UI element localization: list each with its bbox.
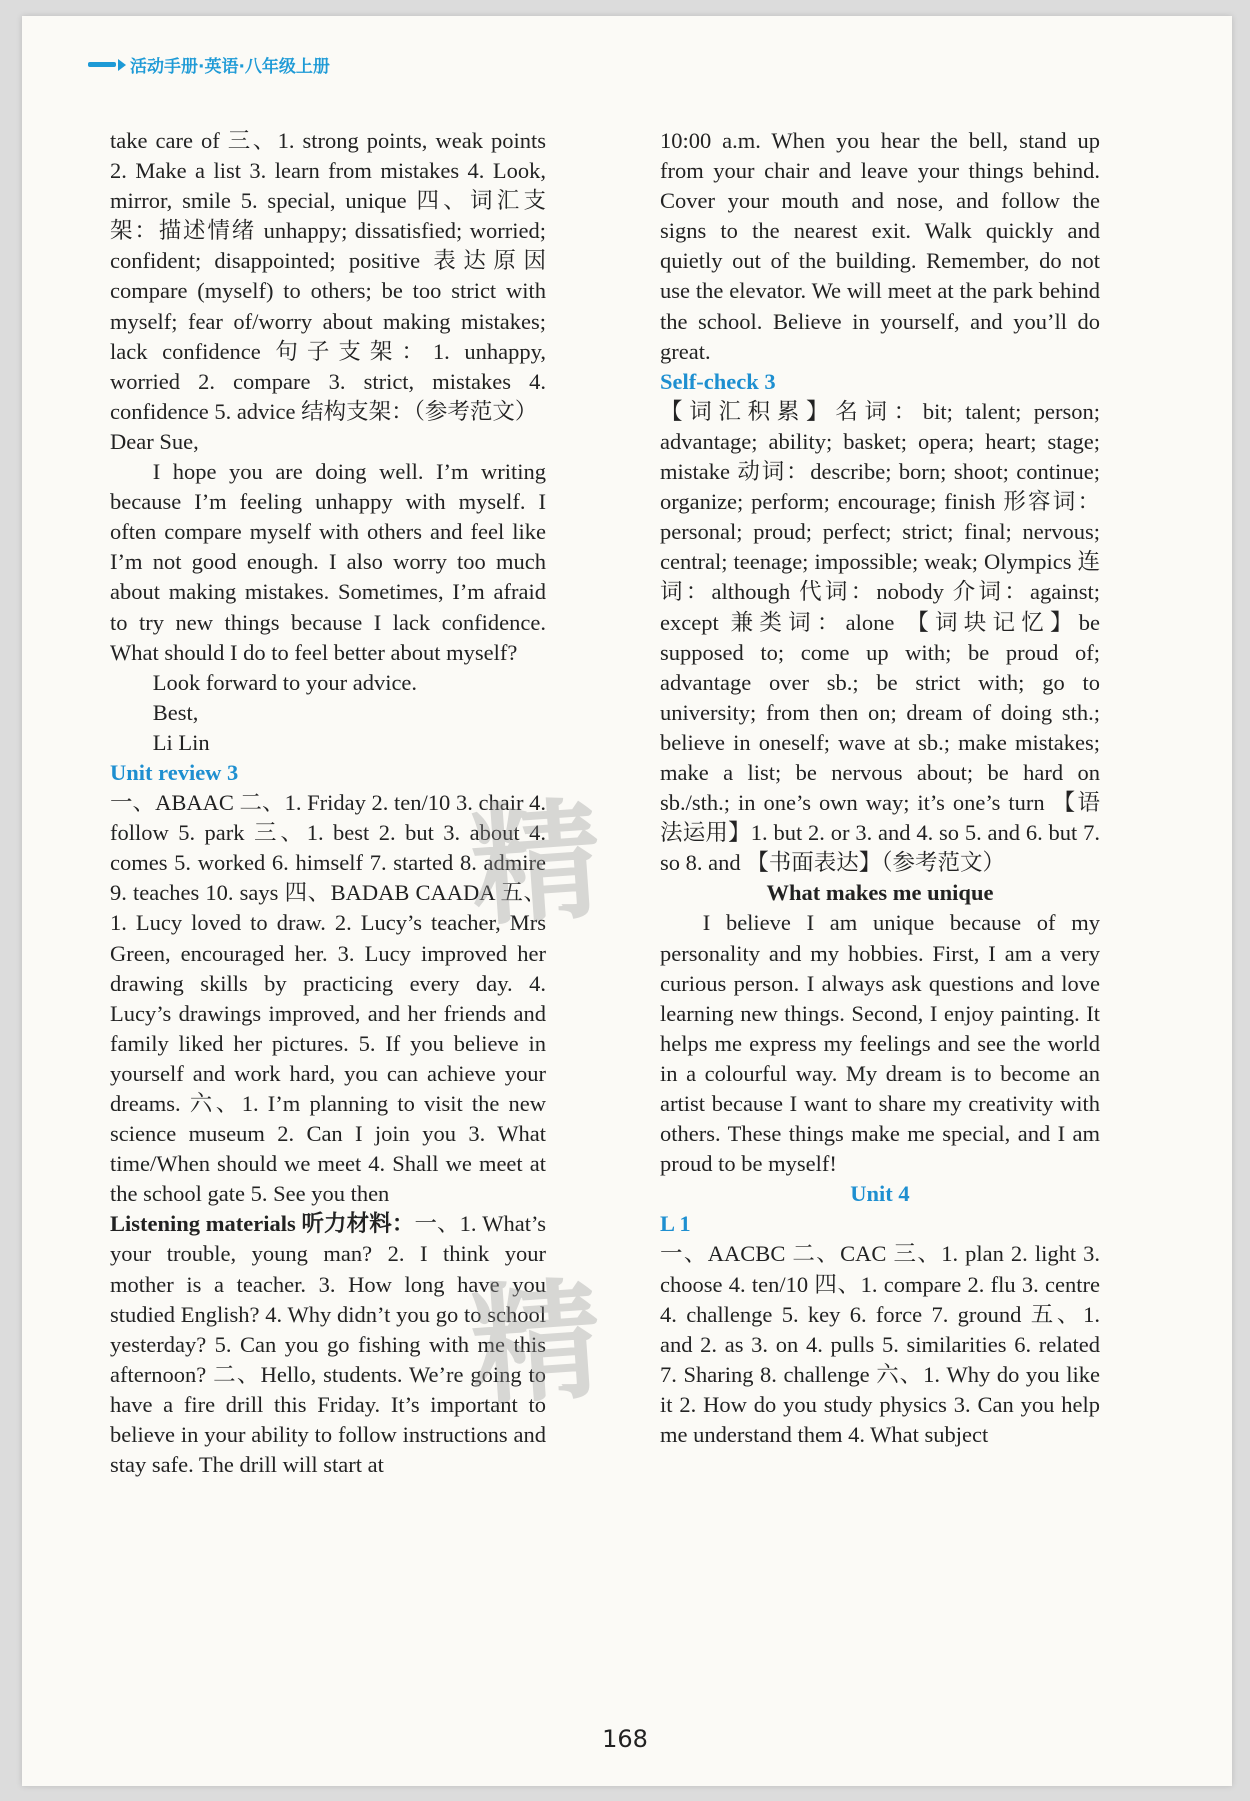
answer-paragraph: 一、ABAAC 二、1. Friday 2. ten/10 3. chair 4. follow 5. park 三、1. best 2. but 3. about 4. comes 5. worked 6. himself 7. started 8. admire 9. teaches 10. says 四、BADAB CAADA 五、1. Lucy loved to draw. 2. Lucy’s teacher, Mrs Green, encouraged her. 3. Lucy improved her drawing skills by practicing every day. 4. Lucy’s drawings improved, and her friends and family liked her pictures. 5. If you believe in yourself and work hard, you can achieve your dreams. 六、1. I’m planning to visit the new science museum 2. Can I join you 3. What time/When should we meet 4. Shall we meet at the school gate 5. See you then — [110, 790, 546, 1207]
section-heading: Unit review 3 — [110, 759, 239, 785]
section-heading: L 1 — [660, 1211, 691, 1237]
unit-heading: Unit 4 — [850, 1181, 910, 1207]
body-paragraph: I believe I am unique because of my personality and my hobbies. First, I am a very curious person. I always ask questions and love learning new things. Second, I enjoy painting. It helps me express my feelings and see the world in a colourful way. My dream is to become an artist because I want to share my creativity with others. These things make me special, and I am proud to be myself! — [660, 910, 1100, 1177]
answer-paragraph: Dear Sue, — [110, 428, 199, 454]
header-arrow-icon — [118, 59, 126, 71]
running-header — [88, 52, 330, 77]
body-paragraph: I hope you are doing well. I’m writing because I’m feeling unhappy with myself. I often compare myself with others and feel like I’m not good enough. I also worry too much about making mistakes. Sometimes, I’m afraid to try new things because I lack confidence. What should I do to feel better about myself? — [110, 459, 546, 665]
right-column — [660, 126, 1100, 1450]
left-column — [110, 126, 546, 1480]
listening-text: 一、1. What’s your trouble, young man? 2. I think your mother is a teacher. 3. How long have you studied English? 4. Why didn’t you go to school yesterday? 5. Can you go fishing with me this afternoon? 二、Hello, students. We’re going to have a fire drill this Friday. It’s important to believe in your ability to follow instructions and stay safe. The drill will start at — [110, 1211, 546, 1478]
watermark-top: 精 — [465, 783, 600, 945]
answer-paragraph: 一、AACBC 二、CAC 三、1. plan 2. light 3. choose 4. ten/10 四、1. compare 2. flu 3. centre 4. challenge 5. key 6. force 7. ground 五、1. and 2. as 3. on 4. pulls 5. similarities 6. related 7. Sharing 8. challenge 六、1. Why do you like it 2. How do you study physics 3. Can you help me understand them 4. What subject — [660, 1241, 1100, 1448]
header-title: 活动手册·英语·八年级上册 — [130, 57, 330, 77]
listening-label: Listening materials 听力材料： — [110, 1211, 415, 1237]
letter-line: Best, — [152, 699, 199, 725]
answer-paragraph: 【词汇积累】名词：bit; talent; person; advantage; ability; basket; opera; heart; stage; mistake 动词：describe; born; shoot; continue; organize; perform; encourage; finish 形容词：personal; proud; perfect; strict; final; nervous; central; teenage; impossible; weak; Olympics 连词：although 代词：nobody 介词：against; except 兼类词：alone 【词块记忆】be supposed to; come up with; be proud of; advantage over sb.; be strict with; go to university; from then on; dream of doing sth.; believe in oneself; wave at sb.; make mistakes; make a list; be nervous about; be hard on sb./sth.; in one’s own way; it’s one’s turn 【语法运用】1. but 2. or 3. and 4. so 5. and 6. but 7. so 8. and 【书面表达】（参考范文） — [660, 398, 1100, 876]
watermark-bottom: 精 — [465, 1263, 600, 1425]
listening-paragraph — [110, 1209, 546, 1480]
letter-line: Look forward to your advice. — [152, 669, 418, 695]
answer-paragraph: take care of 三、1. strong points, weak points 2. Make a list 3. learn from mistakes 4. Look, mirror, smile 5. special, unique 四、词汇支架：描述情绪 unhappy; dissatisfied; worried; confident; disappointed; positive 表达原因 compare (myself) to others; be too strict with myself; fear of/worry about making mistakes; lack confidence 句子支架：1. unhappy, worried 2. compare 3. strict, mistakes 4. confidence 5. advice 结构支架：（参考范文） — [110, 128, 546, 424]
answer-paragraph: 10:00 a.m. When you hear the bell, stand up from your chair and leave your things behind. Cover your mouth and nose, and follow the signs to the nearest exit. Walk quickly and quietly out of the building. Remember, do not use the elevator. We will meet at the park behind the school. Believe in yourself, and you’ll do great. — [660, 128, 1100, 364]
page-number: 168 — [602, 1725, 648, 1753]
section-heading: Self-check 3 — [660, 368, 776, 394]
header-bar-decoration — [88, 62, 116, 67]
essay-title: What makes me unique — [766, 880, 994, 906]
letter-line: Li Lin — [152, 729, 210, 755]
